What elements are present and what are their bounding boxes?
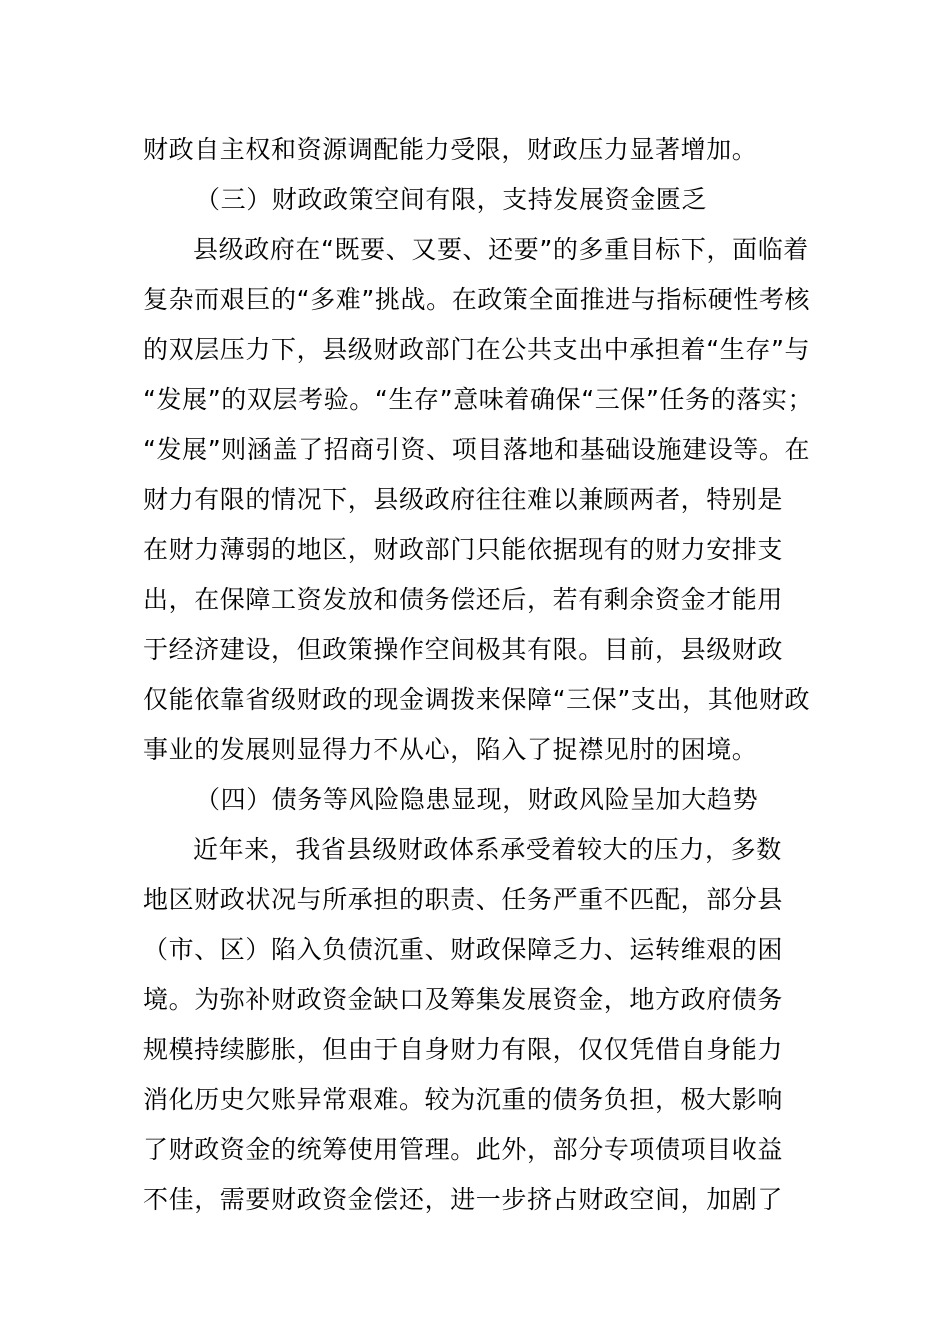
text-line: 在财力薄弱的地区，财政部门只能依据现有的财力安排支 (143, 535, 784, 564)
text-line: 了财政资金的统筹使用管理。此外，部分专项债项目收益 (143, 1135, 784, 1164)
text-line: （市、区）陷入负债沉重、财政保障乏力、运转维艰的困 (143, 935, 784, 964)
text-line: 境。为弥补财政资金缺口及筹集发展资金，地方政府债务 (143, 985, 784, 1014)
paragraph-first-line: 县级政府在“既要、又要、还要”的多重目标下，面临着 (193, 235, 809, 264)
section-heading-3: （三）财政政策空间有限，支持发展资金匮乏 (195, 185, 708, 214)
text-line: “发展”的双层考验。“生存”意味着确保“三保”任务的落实； (143, 385, 814, 414)
text-line: 于经济建设，但政策操作空间极其有限。目前，县级财政 (143, 635, 784, 664)
text-line: 出，在保障工资发放和债务偿还后，若有剩余资金才能用 (143, 585, 784, 614)
text-line: 地区财政状况与所承担的职责、任务严重不匹配，部分县 (143, 885, 784, 914)
text-line: “发展”则涵盖了招商引资、项目落地和基础设施建设等。在 (143, 435, 811, 464)
paragraph-first-line: 近年来，我省县级财政体系承受着较大的压力，多数 (193, 835, 782, 864)
text-line: 消化历史欠账异常艰难。较为沉重的债务负担，极大影响 (143, 1085, 784, 1114)
text-line: 规模持续膨胀，但由于自身财力有限，仅仅凭借自身能力 (143, 1035, 784, 1064)
text-line: 仅能依靠省级财政的现金调拨来保障“三保”支出，其他财政 (143, 685, 811, 714)
text-line: 事业的发展则显得力不从心，陷入了捉襟见肘的困境。 (143, 735, 758, 764)
text-line: 的双层压力下，县级财政部门在公共支出中承担着“生存”与 (143, 335, 811, 364)
section-heading-4: （四）债务等风险隐患显现，财政风险呈加大趋势 (195, 785, 759, 814)
text-line: 复杂而艰巨的“多难”挑战。在政策全面推进与指标硬性考核 (143, 285, 811, 314)
text-line: 财力有限的情况下，县级政府往往难以兼顾两者，特别是 (143, 485, 784, 514)
text-line: 不佳，需要财政资金偿还，进一步挤占财政空间，加剧了 (143, 1185, 784, 1214)
text-line-continuation: 财政自主权和资源调配能力受限，财政压力显著增加。 (143, 135, 758, 164)
